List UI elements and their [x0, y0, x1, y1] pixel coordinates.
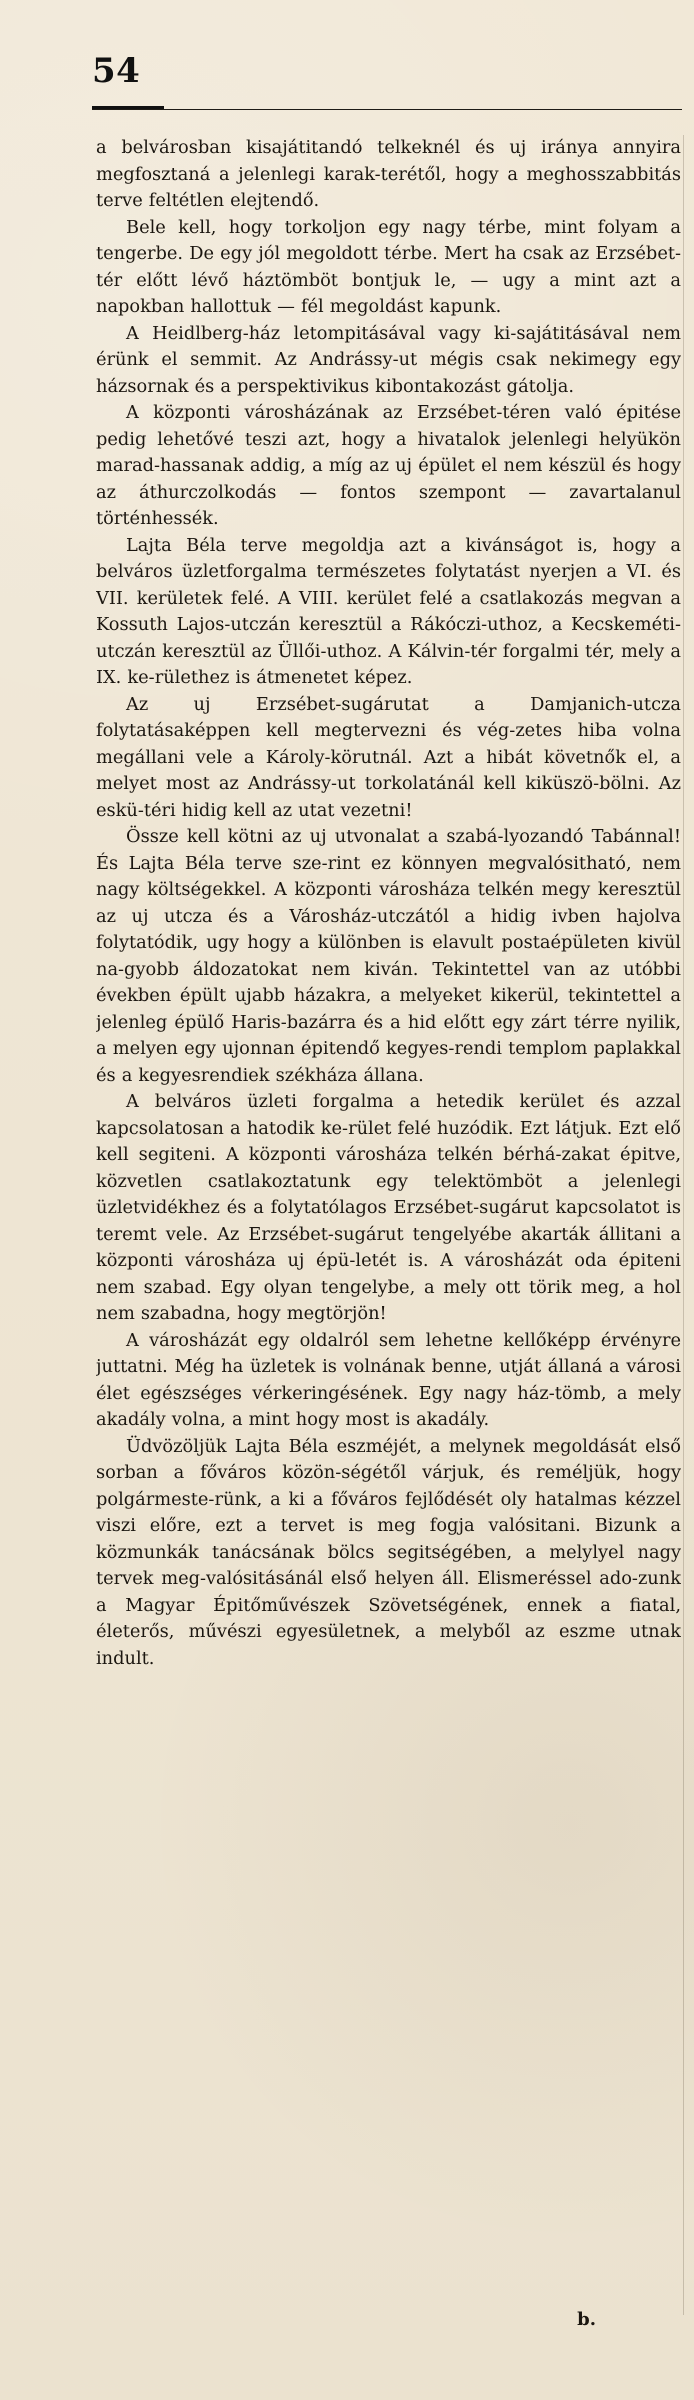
- article-paragraph: A Heidlberg-ház letompitásával vagy ki-sajátitásával nem érünk el semmit. Az Andrássy-ut mégis csak nekimegy egy házsornak és a perspektivikus kibontakozást gátolja.: [96, 322, 681, 397]
- article-paragraph: A központi városházának az Erzsébet-téren való épitése pedig lehetővé teszi azt, hogy a hivatalok jelenlegi helyükön marad-hassanak addig, a míg az uj épület el nem készül és hogy az áthurczolkodás — fontos szempont — zavartalanul történhessék.: [96, 402, 681, 529]
- page-header: [92, 51, 682, 124]
- column-edge: [683, 135, 684, 2315]
- article-paragraph: Össze kell kötni az uj utvonalat a szabá-lyozandó Tabánnal! És Lajta Béla terve sze-rint ez könnyen megvalósitható, nem nagy költségekkel. A központi városháza telkén megy keresztül az uj utcza és a Városház-utczától a hidig ivben hajolva folytatódik, ugy hogy a különben is elavult postaépületen kivül na-gyobb áldozatokat nem kiván. Tekintettel van az utóbbi években épült ujabb házakra, a melyeket kikerül, tekintettel a jelenleg épülő Haris-bazárra és a hid előtt egy zárt térre nyilik, a melyen egy ujonnan épitendő kegyes-rendi templom paplakkal és a kegyesrendiek székháza állana.: [96, 826, 681, 1086]
- article-paragraph: Üdvözöljük Lajta Béla eszméjét, a melynek megoldását első sorban a főváros közön-ségétől várjuk, és reméljük, hogy polgármeste-rünk, a ki a főváros fejlődését oly hatalmas kézzel viszi előre, ezt a tervet is meg fogja valósitani. Bizunk a közmunkák tanácsának bölcs segitségében, a melylyel nagy tervek meg-valósitásánál első helyen áll. Elismeréssel ado-zunk a Magyar Épitőművészek Szövetségének, ennek a fiatal, életerős, művészi egyesületnek, a melyből az eszme utnak indult.: [96, 1435, 681, 1669]
- article-paragraph: A városházát egy oldalról sem lehetne kellőképp érvényre juttatni. Még ha üzletek is volnának benne, utját állaná a városi élet egészséges vérkeringésének. Egy nagy ház-tömb, a mely akadály volna, a mint hogy most is akadály.: [96, 1329, 681, 1430]
- article-paragraph: Az uj Erzsébet-sugárutat a Damjanich-utcza folytatásaképpen kell megtervezni és vég-zetes hiba volna megállani vele a Károly-körutnál. Azt a hibát követnők el, a melyet most az Andrássy-ut torkolatánál kell kiküszö-bölni. Az eskü-téri hidig kell az utat vezetni!: [96, 693, 681, 821]
- article-paragraph: Lajta Béla terve megoldja azt a kivánságot is, hogy a belváros üzletforgalma természetes folytatást nyerjen a VI. és VII. kerületek felé. A VIII. kerület felé a csatlakozás megvan a Kossuth Lajos-utczán keresztül a Rákóczi-uthoz, a Kecskeméti-utczán keresztül az Üllői-uthoz. A Kálvin-tér forgalmi tér, mely a IX. ke-rülethez is átmenetet képez.: [96, 534, 681, 688]
- page-number: 54: [92, 51, 141, 91]
- signature: b.: [577, 2309, 596, 2330]
- article-paragraph: Bele kell, hogy torkoljon egy nagy térbe, mint folyam a tengerbe. De egy jól megoldott térbe. Mert ha csak az Erzsébet-tér előtt lévő háztömböt bontjuk le, — ugy a mint azt a napokban hallottuk — fél megoldást kapunk.: [96, 216, 681, 317]
- article-paragraph: A belváros üzleti forgalma a hetedik kerület és azzal kapcsolatosan a hatodik ke-rület felé huzódik. Ezt látjuk. Ezt elő kell segiteni. A központi városháza telkén bérhá-zakat épitve, közvetlen csatlakoztatunk egy telektömböt a jelenlegi üzletvidékhez és a folytatólagos Erzsébet-sugárut kapcsolatot is teremt vele. Az Erzsébet-sugárut tengelyébe akarták állitani a központi városháza uj épü-letét is. A városházát oda épiteni nem szabad. Egy olyan tengelybe, a mely ott törik meg, a hol nem szabadna, hogy megtörjön!: [96, 1091, 681, 1324]
- header-rule: [92, 109, 682, 110]
- article-body: [96, 135, 681, 2350]
- article-paragraph: a belvárosban kisajátitandó telkeknél és uj iránya annyira megfosztaná a jelenlegi karak-terétől, hogy a meghosszabbitás terve feltétlen elejtendő.: [96, 137, 681, 211]
